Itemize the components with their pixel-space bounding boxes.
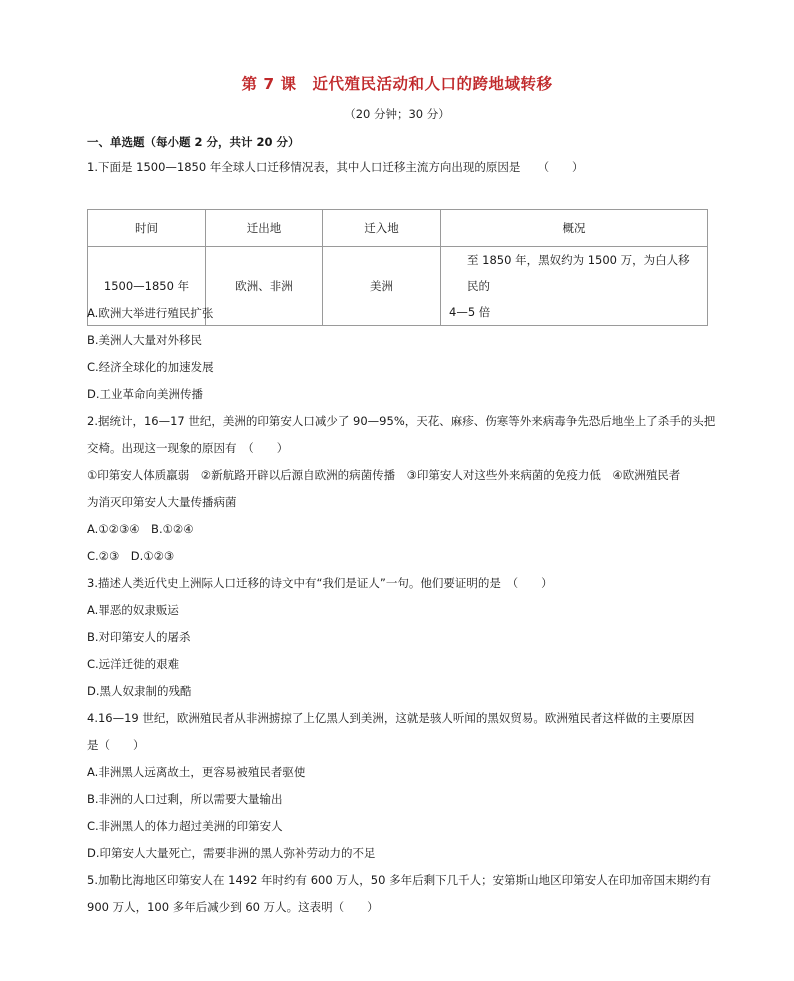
q3-stem: 3.描述人类近代史上洲际人口迁移的诗文中有“我们是证人”一句。他们要证明的是 （ ） [87,576,553,590]
header-destination: 迁入地 [323,210,441,247]
q4-stem-line-2: 是（ ） [87,738,145,752]
cell-time: 1500—1850 年 [88,247,206,326]
lesson-number: 第 7 课 [241,75,297,93]
q2-items-line-2: 为消灭印第安人大量传播病菌 [87,495,237,509]
overview-line-2: 4—5 倍 [449,305,491,319]
q3-option-a: A.罪恶的奴隶贩运 [87,603,179,617]
time-score-note: （20 分钟；30 分） [344,107,450,121]
q4-option-c: C.非洲黑人的体力超过美洲的印第安人 [87,819,283,833]
q2-options-line-1: A.①②③④ B.①②④ [87,522,194,536]
q1-option-b: B.美洲人大量对外移民 [87,333,203,347]
q4-option-b: B.非洲的人口过剩，所以需要大量输出 [87,792,283,806]
q2-items-line-1: ①印第安人体质羸弱 ②新航路开辟以后源自欧洲的病菌传播 ③印第安人对这些外来病菌的免疫力低 ④欧洲殖民者 [87,468,681,482]
table-header-row [88,210,708,247]
q3-option-d: D.黑人奴隶制的残酷 [87,684,192,698]
q1-option-a: A.欧洲大举进行殖民扩张 [87,306,214,320]
q4-option-a: A.非洲黑人远离故土，更容易被殖民者驱使 [87,765,306,779]
cell-destination: 美洲 [323,247,441,326]
q1-option-d: D.工业革命向美洲传播 [87,387,204,401]
q1-stem: 1.下面是 1500—1850 年全球人口迁移情况表，其中人口迁移主流方向出现的原因是 （ ） [87,160,584,174]
section-heading: 一、单选题（每小题 2 分，共计 20 分） [87,135,300,149]
q5-stem-line-1: 5.加勒比海地区印第安人在 1492 年时约有 600 万人，50 多年后剩下几千人；安第斯山地区印第安人在印加帝国末期约有 [87,873,712,887]
header-time: 时间 [88,210,206,247]
q4-option-d: D.印第安人大量死亡，需要非洲的黑人弥补劳动力的不足 [87,846,376,860]
q2-stem-line-2: 交椅。出现这一现象的原因有 （ ） [87,441,289,455]
q2-stem-line-1: 2.据统计，16—17 世纪，美洲的印第安人口减少了 90—95%，天花、麻疹、伤寒等外来病毒争先恐后地坐上了杀手的头把 [87,414,716,428]
q5-stem-line-2: 900 万人，100 多年后减少到 60 万人。这表明（ ） [87,900,379,914]
q3-option-b: B.对印第安人的屠杀 [87,630,191,644]
lesson-topic: 近代殖民活动和人口的跨地域转移 [312,75,553,93]
q4-stem-line-1: 4.16—19 世纪，欧洲殖民者从非洲掳掠了上亿黑人到美洲，这就是骇人听闻的黑奴贸易。欧洲殖民者这样做的主要原因 [87,711,695,725]
q2-options-line-2: C.②③ D.①②③ [87,549,175,563]
cell-overview [441,247,708,326]
header-overview: 概况 [441,210,708,247]
page-title [0,72,794,94]
cell-origin: 欧洲、非洲 [206,247,323,326]
overview-line-1: 至 1850 年，黑奴约为 1500 万，为白人移民的 [467,253,690,293]
q1-option-c: C.经济全球化的加速发展 [87,360,214,374]
q3-option-c: C.远洋迁徙的艰难 [87,657,180,671]
header-origin: 迁出地 [206,210,323,247]
